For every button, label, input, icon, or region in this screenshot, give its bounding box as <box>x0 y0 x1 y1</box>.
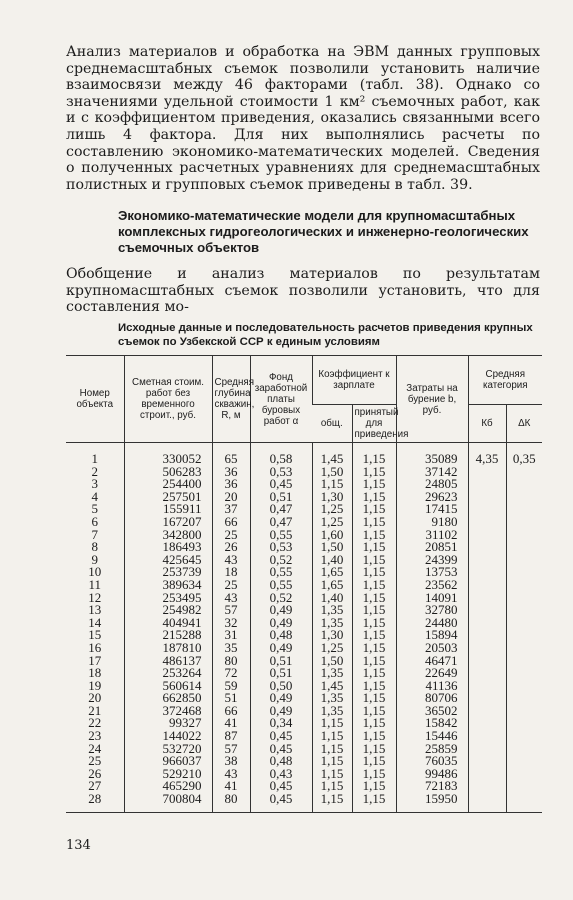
cell-object-number: 18 <box>88 665 102 681</box>
cell-coef-general: 1,30 <box>312 629 352 642</box>
cell-fund: 0,34 <box>250 717 312 730</box>
cell-depth: 26 <box>212 541 250 554</box>
cell-cost: 342800 <box>124 529 212 542</box>
cell-cost: 254982 <box>124 604 212 617</box>
cell-object-number: 17 <box>88 652 102 668</box>
table-row <box>66 529 542 542</box>
cell-drilling-cost: 20851 <box>396 541 468 554</box>
cell-fund: 0,45 <box>250 793 312 812</box>
cell-fund: 0,49 <box>250 642 312 655</box>
cell-delta-k <box>506 705 542 718</box>
cell-cost: 257501 <box>124 491 212 504</box>
cell-k-b <box>468 554 506 567</box>
cell-coef-accepted: 1,15 <box>352 491 396 504</box>
cell-fund: 0,49 <box>250 705 312 718</box>
table-row <box>66 730 542 743</box>
cell-drilling-cost: 9180 <box>396 516 468 529</box>
cell-fund: 0,49 <box>250 617 312 630</box>
cell-coef-general: 1,40 <box>312 554 352 567</box>
header-cost: Сметная стоим. работ без временного строит., руб. <box>124 356 212 443</box>
cell-object-number: 9 <box>91 551 98 567</box>
table-row <box>66 717 542 730</box>
cell-depth: 72 <box>212 667 250 680</box>
cell-k-b <box>468 566 506 579</box>
cell-object-number: 8 <box>91 539 98 555</box>
cell-depth: 32 <box>212 617 250 630</box>
cell-fund: 0,51 <box>250 667 312 680</box>
cell-k-b <box>468 768 506 781</box>
table-row <box>66 604 542 617</box>
header-coef-accepted: принятый для приведения <box>352 405 396 443</box>
cell-cost: 389634 <box>124 579 212 592</box>
cell-drilling-cost: 80706 <box>396 692 468 705</box>
cell-depth: 57 <box>212 743 250 756</box>
cell-fund: 0,55 <box>250 579 312 592</box>
cell-coef-general: 1,35 <box>312 617 352 630</box>
cell-delta-k <box>506 592 542 605</box>
cell-k-b <box>468 466 506 479</box>
table-row <box>66 768 542 781</box>
cell-cost: 465290 <box>124 780 212 793</box>
cell-fund: 0,51 <box>250 491 312 504</box>
table-row <box>66 680 542 693</box>
cell-coef-general: 1,25 <box>312 516 352 529</box>
cell-object-number: 28 <box>66 793 124 812</box>
cell-k-b <box>468 705 506 718</box>
table-row <box>66 617 542 630</box>
cell-coef-general: 1,35 <box>312 705 352 718</box>
cell-depth: 20 <box>212 491 250 504</box>
cell-object-number: 10 <box>88 564 102 580</box>
cell-coef-accepted: 1,15 <box>352 680 396 693</box>
cell-cost: 372468 <box>124 705 212 718</box>
cell-delta-k <box>506 629 542 642</box>
cell-cost: 254400 <box>124 478 212 491</box>
cell-fund: 0,53 <box>250 466 312 479</box>
cell-fund: 0,49 <box>250 692 312 705</box>
cell-coef-accepted: 1,15 <box>352 705 396 718</box>
table-row <box>66 516 542 529</box>
cell-cost: 966037 <box>124 755 212 768</box>
cell-coef-general: 1,50 <box>312 655 352 668</box>
cell-fund: 0,45 <box>250 730 312 743</box>
cell-delta-k <box>506 604 542 617</box>
cell-cost: 253264 <box>124 667 212 680</box>
cell-k-b <box>468 579 506 592</box>
cell-k-b <box>468 655 506 668</box>
cell-object-number: 6 <box>91 513 98 529</box>
cell-depth: 41 <box>212 717 250 730</box>
cell-coef-accepted: 1,15 <box>352 768 396 781</box>
cell-drilling-cost: 25859 <box>396 743 468 756</box>
cell-delta-k <box>506 516 542 529</box>
cell-fund: 0,55 <box>250 566 312 579</box>
cell-delta-k <box>506 554 542 567</box>
cell-depth: 43 <box>212 768 250 781</box>
cell-fund: 0,52 <box>250 592 312 605</box>
header-category-group: Средняя категория <box>468 356 542 405</box>
cell-fund: 0,43 <box>250 768 312 781</box>
cell-delta-k <box>506 642 542 655</box>
table-row <box>66 692 542 705</box>
cell-k-b: 4,35 <box>468 443 506 466</box>
cell-drilling-cost: 22649 <box>396 667 468 680</box>
cell-object-number: 21 <box>88 702 102 718</box>
cell-coef-accepted: 1,15 <box>352 443 396 466</box>
cell-k-b <box>468 516 506 529</box>
table-row <box>66 541 542 554</box>
cell-coef-accepted: 1,15 <box>352 466 396 479</box>
cell-coef-accepted: 1,15 <box>352 478 396 491</box>
cell-k-b <box>468 730 506 743</box>
page-number: 134 <box>66 838 91 853</box>
cell-drilling-cost: 13753 <box>396 566 468 579</box>
cell-delta-k <box>506 743 542 756</box>
cell-delta-k <box>506 503 542 516</box>
cell-depth: 65 <box>212 443 250 466</box>
cell-fund: 0,58 <box>250 443 312 466</box>
cell-cost: 506283 <box>124 466 212 479</box>
cell-k-b <box>468 755 506 768</box>
cell-depth: 41 <box>212 780 250 793</box>
header-drilling-cost: Затраты на бурение b, руб. <box>396 356 468 443</box>
table-row <box>66 655 542 668</box>
cell-coef-general: 1,15 <box>312 717 352 730</box>
cell-coef-general: 1,40 <box>312 592 352 605</box>
cell-k-b <box>468 680 506 693</box>
cell-depth: 80 <box>212 793 250 812</box>
cell-fund: 0,48 <box>250 629 312 642</box>
cell-drilling-cost: 32780 <box>396 604 468 617</box>
table-row <box>66 478 542 491</box>
cell-k-b <box>468 717 506 730</box>
cell-object-number: 13 <box>88 602 102 618</box>
cell-k-b <box>468 478 506 491</box>
cell-drilling-cost: 23562 <box>396 579 468 592</box>
cell-object-number: 20 <box>88 690 102 706</box>
table-row <box>66 793 542 812</box>
cell-fund: 0,45 <box>250 780 312 793</box>
cell-cost: 700804 <box>124 793 212 812</box>
cell-coef-general: 1,45 <box>312 680 352 693</box>
cell-cost: 144022 <box>124 730 212 743</box>
cell-delta-k <box>506 655 542 668</box>
cell-k-b <box>468 592 506 605</box>
cell-depth: 36 <box>212 466 250 479</box>
cell-fund: 0,52 <box>250 554 312 567</box>
cell-delta-k <box>506 478 542 491</box>
cell-object-number: 26 <box>88 765 102 781</box>
body-paragraph-2: Обобщение и анализ материалов по результатам крупномасштабных съемок позволили установить, что для составления мо- <box>66 266 540 316</box>
cell-drilling-cost: 35089 <box>396 443 468 466</box>
cell-drilling-cost: 24399 <box>396 554 468 567</box>
body-paragraph-1: Анализ материалов и обработка на ЭВМ данных групповых среднемасштабных съемок позволили установить наличие взаимосвязи между 46 факторами (табл. 38). Однако со значениями удельной стоимости 1 км² съемочных работ, как и с коэффициентом приведения, оказались связанными всего лишь 4 фактора. Для них выполнялись расчеты по составлению экономико-математических моделей. Сведения о полученных расчетных уравнениях для среднемасштабных полистных и групповых съемок приведены в табл. 39. <box>66 44 540 193</box>
header-depth: Средняя глубина скважин, R, м <box>212 356 250 443</box>
cell-k-b <box>468 529 506 542</box>
cell-depth: 38 <box>212 755 250 768</box>
cell-fund: 0,47 <box>250 516 312 529</box>
cell-fund: 0,47 <box>250 503 312 516</box>
cell-coef-accepted: 1,15 <box>352 730 396 743</box>
cell-coef-general: 1,60 <box>312 529 352 542</box>
cell-drilling-cost: 29623 <box>396 491 468 504</box>
cell-k-b <box>468 793 506 812</box>
header-object-number: Номер объекта <box>66 356 124 443</box>
cell-k-b <box>468 642 506 655</box>
cell-depth: 35 <box>212 642 250 655</box>
cell-object-number: 2 <box>91 463 98 479</box>
table-row <box>66 579 542 592</box>
cell-delta-k <box>506 730 542 743</box>
cell-cost: 662850 <box>124 692 212 705</box>
cell-object-number: 12 <box>88 589 102 605</box>
cell-drilling-cost: 37142 <box>396 466 468 479</box>
cell-coef-general: 1,15 <box>312 780 352 793</box>
cell-delta-k <box>506 755 542 768</box>
table-row <box>66 443 542 466</box>
cell-k-b <box>468 780 506 793</box>
header-coef-general: общ. <box>312 405 352 443</box>
cell-depth: 51 <box>212 692 250 705</box>
cell-coef-general: 1,65 <box>312 579 352 592</box>
cell-depth: 87 <box>212 730 250 743</box>
cell-coef-general: 1,15 <box>312 730 352 743</box>
table-row <box>66 642 542 655</box>
cell-fund: 0,55 <box>250 529 312 542</box>
cell-cost: 486137 <box>124 655 212 668</box>
cell-cost: 529210 <box>124 768 212 781</box>
cell-k-b <box>468 503 506 516</box>
cell-k-b <box>468 604 506 617</box>
cell-fund: 0,48 <box>250 755 312 768</box>
cell-fund: 0,45 <box>250 743 312 756</box>
cell-coef-accepted: 1,15 <box>352 592 396 605</box>
cell-cost: 187810 <box>124 642 212 655</box>
cell-coef-accepted: 1,15 <box>352 717 396 730</box>
header-fund: Фонд заработной платы буровых работ α <box>250 356 312 443</box>
cell-object-number: 22 <box>88 715 102 731</box>
cell-drilling-cost: 15842 <box>396 717 468 730</box>
table-row <box>66 491 542 504</box>
cell-coef-general: 1,50 <box>312 466 352 479</box>
cell-depth: 37 <box>212 503 250 516</box>
data-table <box>66 355 542 813</box>
header-k-b: Кб <box>468 405 506 443</box>
cell-cost: 99327 <box>124 717 212 730</box>
table-body <box>66 443 542 813</box>
cell-object-number: 15 <box>88 627 102 643</box>
cell-k-b <box>468 491 506 504</box>
cell-drilling-cost: 20503 <box>396 642 468 655</box>
cell-drilling-cost: 24805 <box>396 478 468 491</box>
cell-coef-accepted: 1,15 <box>352 529 396 542</box>
cell-delta-k <box>506 566 542 579</box>
cell-coef-general: 1,15 <box>312 768 352 781</box>
table-title: Исходные данные и последовательность расчетов приведения крупных съемок по Узбекской ССР к единым условиям <box>118 322 533 348</box>
cell-delta-k <box>506 617 542 630</box>
cell-coef-general: 1,25 <box>312 642 352 655</box>
cell-k-b <box>468 692 506 705</box>
cell-object-number: 11 <box>88 576 102 592</box>
cell-drilling-cost: 72183 <box>396 780 468 793</box>
cell-delta-k <box>506 529 542 542</box>
cell-object-number: 24 <box>88 740 102 756</box>
cell-drilling-cost: 76035 <box>396 755 468 768</box>
cell-cost: 155911 <box>124 503 212 516</box>
cell-object-number: 7 <box>91 526 98 542</box>
cell-coef-accepted: 1,15 <box>352 566 396 579</box>
cell-drilling-cost: 31102 <box>396 529 468 542</box>
cell-coef-general: 1,15 <box>312 743 352 756</box>
table-row <box>66 466 542 479</box>
cell-drilling-cost: 15894 <box>396 629 468 642</box>
cell-delta-k <box>506 680 542 693</box>
cell-coef-general: 1,25 <box>312 503 352 516</box>
cell-coef-accepted: 1,15 <box>352 516 396 529</box>
cell-depth: 57 <box>212 604 250 617</box>
cell-drilling-cost: 99486 <box>396 768 468 781</box>
cell-depth: 18 <box>212 566 250 579</box>
table-row <box>66 755 542 768</box>
cell-coef-accepted: 1,15 <box>352 554 396 567</box>
table-row <box>66 780 542 793</box>
cell-coef-general: 1,15 <box>312 478 352 491</box>
cell-coef-accepted: 1,15 <box>352 579 396 592</box>
cell-delta-k <box>506 768 542 781</box>
cell-coef-accepted: 1,15 <box>352 743 396 756</box>
cell-cost: 330052 <box>124 443 212 466</box>
cell-depth: 43 <box>212 592 250 605</box>
cell-depth: 31 <box>212 629 250 642</box>
cell-cost: 404941 <box>124 617 212 630</box>
cell-object-number: 3 <box>91 476 98 492</box>
cell-coef-general: 1,35 <box>312 604 352 617</box>
cell-coef-accepted: 1,15 <box>352 604 396 617</box>
cell-delta-k <box>506 491 542 504</box>
cell-cost: 253495 <box>124 592 212 605</box>
section-heading: Экономико-математические модели для крупномасштабных комплексных гидрогеологических и инженерно-геологических съемочных объектов <box>118 208 529 255</box>
table-row <box>66 667 542 680</box>
cell-cost: 186493 <box>124 541 212 554</box>
cell-drilling-cost: 15446 <box>396 730 468 743</box>
cell-depth: 66 <box>212 705 250 718</box>
cell-delta-k <box>506 717 542 730</box>
cell-k-b <box>468 743 506 756</box>
cell-fund: 0,50 <box>250 680 312 693</box>
cell-depth: 25 <box>212 579 250 592</box>
cell-object-number: 5 <box>91 501 98 517</box>
cell-drilling-cost: 17415 <box>396 503 468 516</box>
cell-coef-accepted: 1,15 <box>352 629 396 642</box>
cell-drilling-cost: 15950 <box>396 793 468 812</box>
table-row <box>66 743 542 756</box>
cell-k-b <box>468 617 506 630</box>
cell-delta-k <box>506 541 542 554</box>
cell-coef-accepted: 1,15 <box>352 692 396 705</box>
cell-cost: 560614 <box>124 680 212 693</box>
cell-cost: 167207 <box>124 516 212 529</box>
table-row <box>66 566 542 579</box>
cell-delta-k <box>506 667 542 680</box>
cell-depth: 59 <box>212 680 250 693</box>
cell-object-number: 16 <box>88 639 102 655</box>
cell-coef-general: 1,15 <box>312 755 352 768</box>
cell-depth: 80 <box>212 655 250 668</box>
cell-fund: 0,49 <box>250 604 312 617</box>
cell-drilling-cost: 24480 <box>396 617 468 630</box>
cell-object-number: 23 <box>88 728 102 744</box>
cell-coef-accepted: 1,15 <box>352 617 396 630</box>
cell-object-number: 4 <box>91 488 98 504</box>
table-row <box>66 503 542 516</box>
cell-coef-general: 1,50 <box>312 541 352 554</box>
cell-coef-general: 1,15 <box>312 793 352 812</box>
cell-coef-accepted: 1,15 <box>352 667 396 680</box>
cell-fund: 0,53 <box>250 541 312 554</box>
cell-coef-accepted: 1,15 <box>352 755 396 768</box>
header-delta-k: ΔК <box>506 405 542 443</box>
cell-drilling-cost: 41136 <box>396 680 468 693</box>
cell-cost: 215288 <box>124 629 212 642</box>
table-row <box>66 592 542 605</box>
cell-k-b <box>468 541 506 554</box>
cell-drilling-cost: 46471 <box>396 655 468 668</box>
cell-object-number: 27 <box>88 778 102 794</box>
table-row <box>66 705 542 718</box>
cell-delta-k <box>506 466 542 479</box>
cell-cost: 253739 <box>124 566 212 579</box>
cell-coef-accepted: 1,15 <box>352 503 396 516</box>
cell-depth: 43 <box>212 554 250 567</box>
cell-fund: 0,45 <box>250 478 312 491</box>
cell-coef-general: 1,65 <box>312 566 352 579</box>
cell-object-number: 14 <box>88 614 102 630</box>
cell-coef-accepted: 1,15 <box>352 541 396 554</box>
cell-coef-accepted: 1,15 <box>352 780 396 793</box>
cell-coef-general: 1,45 <box>312 443 352 466</box>
cell-cost: 425645 <box>124 554 212 567</box>
table-row <box>66 554 542 567</box>
cell-coef-general: 1,35 <box>312 667 352 680</box>
cell-depth: 66 <box>212 516 250 529</box>
cell-delta-k: 0,35 <box>506 443 542 466</box>
cell-coef-general: 1,30 <box>312 491 352 504</box>
table-row <box>66 629 542 642</box>
cell-fund: 0,51 <box>250 655 312 668</box>
cell-object-number: 19 <box>88 677 102 693</box>
cell-coef-accepted: 1,15 <box>352 793 396 812</box>
cell-delta-k <box>506 780 542 793</box>
cell-drilling-cost: 14091 <box>396 592 468 605</box>
cell-delta-k <box>506 692 542 705</box>
cell-depth: 25 <box>212 529 250 542</box>
cell-depth: 36 <box>212 478 250 491</box>
cell-delta-k <box>506 579 542 592</box>
cell-k-b <box>468 667 506 680</box>
cell-coef-accepted: 1,15 <box>352 655 396 668</box>
cell-coef-accepted: 1,15 <box>352 642 396 655</box>
cell-object-number: 1 <box>91 451 98 466</box>
cell-drilling-cost: 36502 <box>396 705 468 718</box>
header-coef-group: Коэффициент к зарплате <box>312 356 396 405</box>
cell-cost: 532720 <box>124 743 212 756</box>
cell-object-number: 25 <box>88 753 102 769</box>
cell-coef-general: 1,35 <box>312 692 352 705</box>
cell-k-b <box>468 629 506 642</box>
cell-delta-k <box>506 793 542 812</box>
